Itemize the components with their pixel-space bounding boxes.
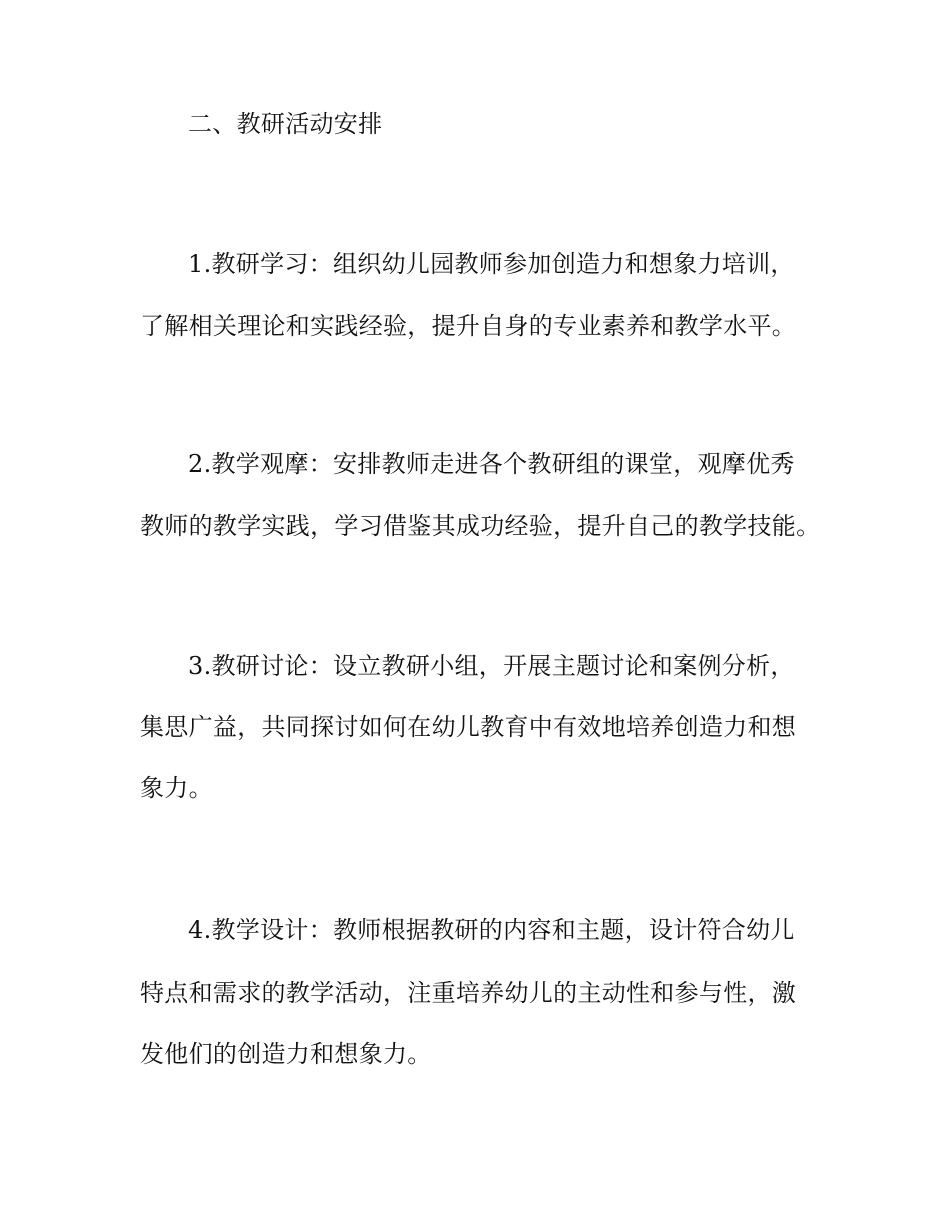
- paragraph-line: 1.教研学习：组织幼儿园教师参加创造力和想象力培训，: [188, 250, 795, 278]
- paragraph-line: 2.教学观摩：安排教师走进各个教研组的课堂，观摩优秀: [188, 450, 795, 478]
- paragraph-line: 发他们的创造力和想象力。: [140, 1040, 432, 1068]
- paragraph-line: 3.教研讨论：设立教研小组，开展主题讨论和案例分析，: [188, 652, 795, 680]
- section-heading: 二、教研活动安排: [188, 110, 383, 138]
- paragraph-line: 集思广益，共同探讨如何在幼儿教育中有效地培养创造力和想: [140, 713, 797, 741]
- paragraph-line: 教师的教学实践，学习借鉴其成功经验，提升自己的教学技能。: [140, 512, 821, 540]
- paragraph-line: 象力。: [140, 774, 213, 802]
- paragraph-line: 特点和需求的教学活动，注重培养幼儿的主动性和参与性，激: [140, 979, 797, 1007]
- paragraph-line: 4.教学设计：教师根据教研的内容和主题，设计符合幼儿: [188, 916, 795, 944]
- paragraph-line: 了解相关理论和实践经验，提升自身的专业素养和教学水平。: [140, 312, 797, 340]
